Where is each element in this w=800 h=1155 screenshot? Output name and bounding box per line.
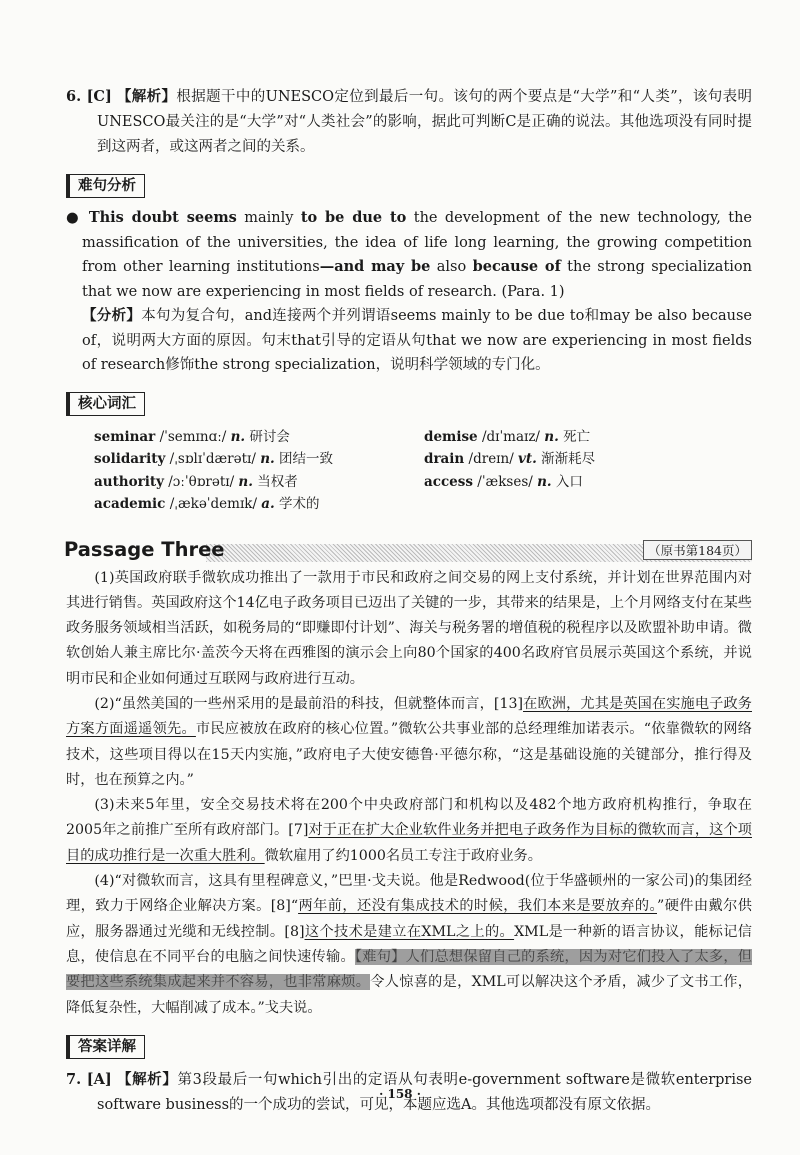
vocab-pos: n.	[537, 473, 552, 490]
passage-paragraph-3	[66, 793, 752, 869]
underlined-sentence: 这个技术是建立在XML之上的。	[304, 923, 515, 940]
passage-paragraph-2	[66, 692, 752, 793]
answers-heading: 答案详解	[66, 1035, 145, 1059]
vocab-pos: n.	[260, 451, 275, 467]
passage-header	[66, 538, 752, 566]
analysis-text: 本句为复合句，and连接两个并列谓语seems mainly to be due to和may be also because of，说明两大方面的原因。句末that引导的定语从句that we now are experiencing in most fields of research修饰the strong specialization，说明科学领域的专门化。	[82, 308, 753, 373]
underlined-sentence: 在欧洲，尤其是英国在实施电子政务方案方面遥遥领先。	[66, 695, 752, 738]
vocab-phonetic: /dreɪn/	[468, 451, 514, 467]
vocab-item	[94, 426, 424, 449]
passage-title: Passage Three	[64, 537, 225, 561]
text-run: (4)“对微软而言，这具有里程碑意义，”巴里·戈夫说。他是Redwood(位于华盛顿州的一家公司)的集团经理，致力于网络企业解决方案。[8]“	[66, 873, 752, 915]
vocab-phonetic: /ˌækəˈdemɪk/	[169, 496, 257, 512]
page-content	[66, 84, 752, 1118]
question-7-text: 第3段最后一句which引出的定语从句表明e-government software是微软enterprise software business的一个成功的尝试，可见，本题应选A。其他选项都没有原文依据。	[97, 1071, 752, 1113]
sentence-part: also	[430, 259, 473, 275]
vocab-phonetic: /dɪˈmaɪz/	[481, 428, 540, 445]
vocab-word: access	[424, 473, 473, 490]
vocab-phonetic: /ˈsemɪnɑː/	[159, 428, 227, 445]
text-run: XML是一种新的语言协议，能标记信息，使信息在不同平台的电脑之间快速传输。	[66, 923, 752, 965]
text-run: (2)“虽然美国的一些州采用的是最前沿的科技，但就整体而言，[13]	[94, 695, 524, 712]
underlined-sentence: 两年前，还没有集成技术的时候，我们本来是要放弃的。	[298, 898, 657, 915]
difficult-sentence-highlight: 【难句】人们总想保留自己的系统，因为对它们投入了太多，但要把这些系统集成起来并不容易，也非常麻烦。	[66, 948, 752, 991]
difficult-sentence-heading: 难句分析	[66, 174, 145, 198]
vocab-word: authority	[94, 473, 164, 490]
vocab-word: academic	[94, 496, 166, 512]
question-label: 7. [A]	[66, 1070, 112, 1088]
vocab-item	[424, 426, 754, 449]
vocab-pos: vt.	[518, 451, 537, 467]
vocab-word: seminar	[94, 428, 156, 445]
sentence-analysis	[66, 304, 752, 378]
sentence-part: because of	[472, 258, 561, 275]
text-run: ”硬件由戴尔供应，服务器通过光缆和无线控制。[8]	[66, 898, 752, 940]
analysis-tag: 【解析】	[116, 88, 177, 105]
question-6-text: 根据题干中的UNESCO定位到最后一句。该句的两个要点是“大学”和“人类”，该句表明UNESCO最关注的是“大学”对“人类社会”的影响，据此可判断C是正确的说法。其他选项没有同时提到这两者，或这两者之间的关系。	[97, 89, 753, 155]
sentence-part: This doubt seems	[88, 209, 237, 226]
vocab-meaning: 研讨会	[249, 428, 290, 445]
vocab-word: drain	[424, 451, 465, 467]
sentence-part: to be due to	[300, 209, 407, 226]
vocab-word: demise	[424, 428, 478, 445]
analysis-tag: 【分析】	[82, 307, 142, 324]
vocab-meaning: 学术的	[279, 496, 320, 512]
vocab-word: solidarity	[94, 451, 166, 467]
passage-paragraph-4	[66, 869, 752, 1021]
vocab-phonetic: /ɔːˈθɒrətɪ/	[168, 473, 235, 490]
page-number: · 158 ·	[379, 1087, 421, 1101]
vocab-meaning: 当权者	[257, 473, 298, 490]
vocab-heading: 核心词汇	[66, 392, 145, 416]
vocab-item	[94, 471, 424, 494]
sentence-part: the strong specialization that we now are experiencing in most fields of research. (Para. 1)	[82, 259, 752, 300]
vocab-pos: n.	[544, 428, 559, 445]
vocab-pos: a.	[261, 496, 275, 512]
analysis-tag: 【解析】	[117, 1070, 178, 1088]
passage-paragraph-1: (1)英国政府联手微软成功推出了一款用于市民和政府之间交易的网上支付系统，并计划在世界范围内对其进行销售。英国政府这个14亿电子政务项目已迈出了关键的一步，其带来的结果是，上个月网络支付在某些政务服务领域相当活跃，如税务局的“即赚即付计划”、海关与税务署的增值税的税程序以及欧盟补助申请。微软创始人兼主席比尔·盖茨今天将在西雅图的演示会上向80个国家的400名政府官员展示英国这个系统，并说明市民和企业如何通过互联网与政府进行互动。	[66, 569, 752, 687]
text-run: 微软雇用了约1000名员工专注于政府业务。	[264, 847, 542, 864]
vocab-phonetic: /ˌsɒlɪˈdærətɪ/	[169, 451, 256, 467]
vocab-grid	[94, 426, 752, 516]
underlined-sentence: 对于正在扩大企业软件业务并把电子政务作为目标的微软而言，这个项目的成功推行是一次重大胜利。	[66, 822, 752, 864]
sentence-part: —and may be	[319, 258, 431, 275]
text-run: 市民应被放在政府的核心位置。”微软公共事业部的总经理维加诺表示。“依靠微软的网络技术，这些项目得以在15天内实施，”政府电子大使安德鲁·平德尔称，“这是基础设施的关键部分，推行得及时，也在预算之内。”	[66, 721, 752, 788]
vocab-meaning: 死亡	[563, 428, 591, 445]
vocab-item	[94, 493, 424, 516]
vocab-pos: n.	[238, 473, 253, 490]
text-run: 令人惊喜的是，XML可以解决这个矛盾，减少了文书工作，降低复杂性，大幅削减了成本。”戈夫说。	[66, 974, 752, 1016]
vocab-meaning: 渐渐耗尽	[541, 451, 596, 467]
vocab-meaning: 团结一致	[279, 451, 334, 467]
sentence-part: the development of the new technology, the massification of the universities, the idea of life long learning, the growing competition from other learning institutions	[82, 210, 753, 275]
vocab-pos: n.	[230, 428, 246, 445]
vocab-item	[424, 448, 754, 471]
vocab-meaning: 入口	[555, 473, 583, 490]
text-run: (3)未来5年里，安全交易技术将在200个中央政府部门和机构以及482个地方政府机构推行，争取在2005年之前推广至所有政府部门。[7]	[66, 797, 752, 839]
difficult-sentence: ● This doubt seems mainly to be due to the development of the new technology, the massification of the universities, the idea of life long learning, the growing competition from other learning institutions—and may be also because of the strong specialization that we now are experiencing in most fields of research. (Para. 1)	[66, 209, 753, 300]
question-6-explanation	[66, 84, 752, 160]
vocab-item	[94, 448, 424, 471]
sentence-part: mainly	[236, 210, 301, 226]
source-reference: （原书第184页）	[643, 540, 752, 560]
vocab-item	[424, 471, 754, 494]
vocab-phonetic: /ˈækses/	[477, 473, 533, 490]
question-label: 6. [C]	[66, 88, 112, 105]
